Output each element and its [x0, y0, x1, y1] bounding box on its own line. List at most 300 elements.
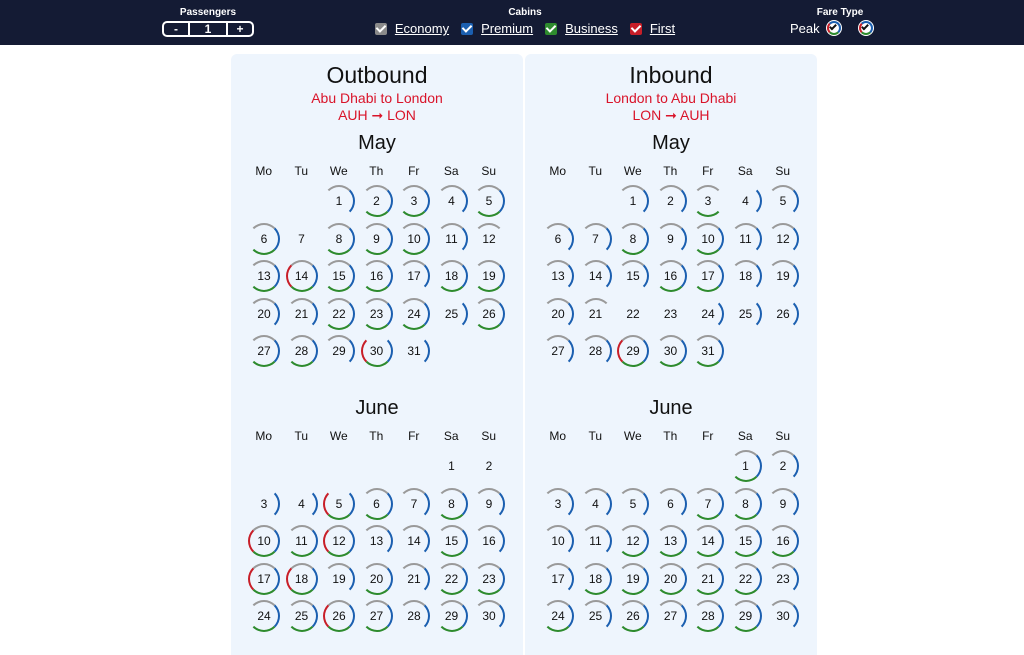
calendar-day[interactable]: [283, 257, 321, 295]
calendar-day[interactable]: [283, 332, 321, 370]
calendar-day[interactable]: [614, 560, 652, 598]
day-number: 21: [294, 306, 309, 321]
calendar-day[interactable]: [433, 485, 471, 523]
day-number: 3: [554, 496, 562, 511]
cabin-economy-toggle[interactable]: [375, 21, 449, 36]
calendar-day[interactable]: [764, 447, 802, 485]
weekday-label: Su: [775, 429, 791, 443]
month-name: May: [652, 132, 690, 154]
outbound-panel: [231, 54, 523, 655]
weekday-label: Tu: [294, 164, 309, 178]
calendar-day[interactable]: [395, 522, 433, 560]
calendar-day[interactable]: [614, 257, 652, 295]
weekday-header: [245, 160, 509, 182]
calendar-day[interactable]: [577, 522, 615, 560]
calendar-day[interactable]: [283, 220, 321, 258]
calendar-day[interactable]: [652, 560, 690, 598]
weekday-label: Tu: [294, 429, 309, 443]
checkbox-icon[interactable]: [375, 23, 387, 35]
day-number: 8: [742, 496, 749, 511]
day-number: 19: [776, 269, 790, 283]
checkbox-icon[interactable]: [630, 23, 642, 35]
day-number: 1: [629, 194, 637, 208]
calendar-day[interactable]: [652, 257, 690, 295]
calendar-day[interactable]: [320, 597, 358, 635]
day-number: 19: [626, 571, 640, 586]
cabin-label: First: [649, 21, 676, 36]
decrement-button[interactable]: -: [174, 22, 178, 36]
day-number: 31: [407, 344, 421, 358]
calendar-day[interactable]: [358, 295, 396, 333]
day-number: 5: [485, 194, 493, 208]
weekday-label: We: [623, 164, 642, 178]
day-number: 15: [332, 269, 346, 283]
day-number: 25: [444, 306, 459, 321]
offpeak-fare-icon[interactable]: [858, 20, 874, 36]
calendar-day[interactable]: [470, 220, 508, 258]
day-number: 16: [663, 269, 678, 283]
day-number: 10: [257, 534, 271, 548]
day-number: 4: [448, 194, 455, 208]
day-number: 6: [260, 231, 268, 246]
day-number: 20: [663, 571, 678, 586]
day-grid: [245, 447, 509, 635]
calendar-day[interactable]: [470, 522, 508, 560]
calendar-day[interactable]: [652, 295, 690, 333]
day-number: 29: [444, 609, 459, 623]
day-number: 18: [294, 571, 309, 586]
day-number: 29: [626, 344, 640, 358]
checkbox-icon[interactable]: [461, 23, 473, 35]
weekday-label: Su: [481, 429, 497, 443]
weekday-label: Mo: [549, 429, 567, 443]
weekday-label: Tu: [588, 429, 603, 443]
cabins-label: Cabins: [508, 7, 542, 18]
day-number: 7: [298, 231, 305, 246]
calendar-day[interactable]: [245, 295, 283, 333]
day-number: 26: [626, 609, 640, 623]
cabins-group: [380, 0, 676, 45]
calendar-day[interactable]: [470, 560, 508, 598]
day-number: 2: [373, 194, 380, 208]
calendar-day[interactable]: [689, 485, 727, 523]
day-number: 18: [444, 269, 459, 283]
calendar-day[interactable]: [395, 332, 433, 370]
day-number: 17: [407, 269, 421, 283]
month-name: May: [358, 132, 396, 154]
peak-fare-icon[interactable]: [826, 20, 842, 36]
day-number: 19: [332, 571, 346, 586]
calendar-day[interactable]: [470, 182, 508, 220]
day-number: 2: [485, 459, 493, 473]
calendar-day[interactable]: [358, 597, 396, 635]
calendar-day[interactable]: [614, 295, 652, 333]
day-grid: [245, 182, 509, 370]
weekday-label: We: [329, 164, 348, 178]
calendar-day[interactable]: [689, 597, 727, 635]
day-number: 7: [704, 496, 712, 511]
calendar-day[interactable]: [689, 560, 727, 598]
day-number: 18: [738, 269, 753, 283]
inbound-route: London to Abu Dhabi: [605, 90, 737, 106]
calendar-day[interactable]: [320, 220, 358, 258]
day-number: 15: [626, 269, 640, 283]
day-number: 22: [332, 306, 346, 321]
outbound-month-june: [245, 397, 509, 635]
calendar-day[interactable]: [433, 447, 471, 485]
day-grid: [539, 182, 803, 370]
day-number: 29: [738, 609, 753, 623]
calendar-day[interactable]: [358, 220, 396, 258]
calendar-day[interactable]: [470, 257, 508, 295]
day-number: 20: [257, 306, 271, 321]
day-number: 12: [776, 231, 790, 246]
calendar-day[interactable]: [652, 220, 690, 258]
day-number: 4: [298, 496, 305, 511]
outbound-codes: AUH ➞ LON: [338, 107, 416, 123]
day-number: 11: [445, 231, 458, 246]
fare-type-value: Peak: [790, 20, 820, 36]
day-number: 10: [551, 534, 565, 548]
day-grid: [539, 447, 803, 635]
day-number: 9: [779, 496, 787, 511]
day-number: 1: [448, 459, 455, 473]
weekday-label: Th: [369, 164, 384, 178]
calendar-day[interactable]: [539, 485, 577, 523]
day-number: 3: [704, 194, 712, 208]
weekday-label: Fr: [408, 429, 420, 443]
calendar-day[interactable]: [433, 257, 471, 295]
calendar-day[interactable]: [470, 447, 508, 485]
cabin-first-toggle[interactable]: [630, 21, 675, 36]
calendar-day[interactable]: [727, 295, 765, 333]
day-number: 28: [294, 344, 309, 358]
day-number: 3: [260, 496, 268, 511]
calendar-day[interactable]: [727, 560, 765, 598]
calendar-day[interactable]: [433, 182, 471, 220]
day-number: 12: [482, 231, 496, 246]
day-number: 23: [369, 306, 384, 321]
weekday-label: Sa: [737, 429, 753, 443]
calendar-day[interactable]: [577, 332, 615, 370]
calendar-day[interactable]: [470, 597, 508, 635]
checkbox-icon[interactable]: [545, 23, 557, 35]
day-number: 8: [448, 496, 455, 511]
calendar-day[interactable]: [764, 560, 802, 598]
calendar-day[interactable]: [689, 332, 727, 370]
calendar-day[interactable]: [245, 220, 283, 258]
weekday-label: Fr: [408, 164, 420, 178]
calendar-day[interactable]: [245, 485, 283, 523]
calendar-day[interactable]: [652, 522, 690, 560]
day-number: 12: [626, 534, 640, 548]
day-number: 25: [588, 609, 603, 623]
day-number: 27: [663, 609, 678, 623]
weekday-header: [539, 425, 803, 447]
day-number: 27: [257, 344, 271, 358]
calendar-day[interactable]: [614, 522, 652, 560]
calendar-day[interactable]: [283, 522, 321, 560]
calendar-day[interactable]: [395, 220, 433, 258]
calendar-day[interactable]: [577, 485, 615, 523]
calendar-day[interactable]: [358, 182, 396, 220]
weekday-label: Th: [663, 164, 678, 178]
day-number: 24: [701, 306, 715, 321]
calendar-day[interactable]: [245, 597, 283, 635]
calendar-day[interactable]: [689, 220, 727, 258]
weekday-label: Su: [481, 164, 497, 178]
calendar-day[interactable]: [727, 597, 765, 635]
day-number: 24: [257, 609, 271, 623]
day-number: 5: [629, 496, 637, 511]
calendar-day[interactable]: [689, 295, 727, 333]
day-number: 30: [663, 344, 678, 358]
day-number: 26: [482, 306, 496, 321]
calendar-day[interactable]: [689, 257, 727, 295]
calendar-day[interactable]: [320, 560, 358, 598]
calendar-day[interactable]: [652, 182, 690, 220]
passengers-label: Passengers: [179, 7, 237, 18]
calendar-day[interactable]: [320, 485, 358, 523]
calendar-day[interactable]: [245, 560, 283, 598]
calendar-day[interactable]: [577, 220, 615, 258]
day-number: 28: [407, 609, 421, 623]
day-number: 22: [626, 306, 640, 321]
day-number: 11: [589, 534, 602, 548]
calendar-day[interactable]: [614, 485, 652, 523]
calendar-day[interactable]: [539, 560, 577, 598]
weekday-label: Fr: [702, 164, 714, 178]
passengers-group: [162, 0, 254, 45]
weekday-label: Tu: [588, 164, 603, 178]
day-number: 9: [373, 231, 380, 246]
calendar-day[interactable]: [320, 295, 358, 333]
calendar-day[interactable]: [433, 295, 471, 333]
day-number: 10: [407, 231, 421, 246]
calendar-day[interactable]: [358, 522, 396, 560]
calendar-day[interactable]: [614, 182, 652, 220]
day-number: 25: [738, 306, 753, 321]
weekday-label: We: [329, 429, 348, 443]
day-number: 22: [444, 571, 459, 586]
calendar-day[interactable]: [764, 257, 802, 295]
calendar-day[interactable]: [727, 522, 765, 560]
day-number: 22: [738, 571, 753, 586]
calendar-day[interactable]: [433, 522, 471, 560]
calendar-day[interactable]: [727, 220, 765, 258]
day-number: 10: [701, 231, 715, 246]
weekday-label: Th: [663, 429, 678, 443]
weekday-label: Su: [775, 164, 791, 178]
calendar-day[interactable]: [358, 485, 396, 523]
cabin-label: Premium: [481, 21, 534, 36]
calendar-day[interactable]: [358, 560, 396, 598]
weekday-header: [245, 425, 509, 447]
day-number: 14: [588, 269, 603, 283]
day-number: 26: [776, 306, 790, 321]
calendar-day[interactable]: [539, 332, 577, 370]
calendar-day[interactable]: [764, 295, 802, 333]
day-number: 13: [257, 269, 271, 283]
calendar-day[interactable]: [577, 257, 615, 295]
outbound-month-may: [245, 132, 509, 370]
day-number: 14: [294, 269, 309, 283]
weekday-label: We: [623, 429, 642, 443]
calendar-day[interactable]: [283, 485, 321, 523]
day-number: 3: [410, 194, 418, 208]
day-number: 11: [295, 534, 308, 548]
day-number: 8: [335, 231, 343, 246]
inbound-month-may: [539, 132, 803, 370]
calendar-day[interactable]: [727, 447, 765, 485]
calendar-day[interactable]: [727, 257, 765, 295]
day-number: 23: [776, 571, 790, 586]
day-number: 11: [739, 231, 752, 246]
day-number: 20: [369, 571, 384, 586]
cabin-label: Business: [565, 21, 618, 36]
calendar-day[interactable]: [652, 485, 690, 523]
day-number: 6: [554, 231, 562, 246]
day-number: 24: [551, 609, 565, 623]
calendar-day[interactable]: [577, 295, 615, 333]
calendar-day[interactable]: [652, 597, 690, 635]
day-number: 16: [369, 269, 384, 283]
calendar-day[interactable]: [764, 485, 802, 523]
weekday-label: Th: [369, 429, 384, 443]
cabin-label: Economy: [394, 21, 450, 36]
calendar-day[interactable]: [539, 220, 577, 258]
calendar-day[interactable]: [764, 220, 802, 258]
calendar-day[interactable]: [395, 182, 433, 220]
calendar-day[interactable]: [245, 257, 283, 295]
day-number: 13: [551, 269, 565, 283]
calendar-day[interactable]: [320, 332, 358, 370]
day-number: 7: [410, 496, 418, 511]
weekday-label: Sa: [443, 164, 459, 178]
day-number: 5: [779, 194, 787, 208]
weekday-label: Sa: [443, 429, 459, 443]
calendar-day[interactable]: [577, 597, 615, 635]
fare-type-group: [790, 0, 890, 45]
calendar-day[interactable]: [470, 295, 508, 333]
calendar-day[interactable]: [652, 332, 690, 370]
day-number: 31: [701, 344, 715, 358]
day-number: 23: [482, 571, 496, 586]
calendar-day[interactable]: [395, 597, 433, 635]
day-number: 14: [701, 534, 715, 548]
day-number: 4: [742, 194, 749, 208]
calendar-day[interactable]: [245, 522, 283, 560]
calendar-day[interactable]: [539, 522, 577, 560]
calendar-day[interactable]: [614, 597, 652, 635]
day-number: 9: [667, 231, 674, 246]
day-number: 2: [667, 194, 674, 208]
calendar-day[interactable]: [689, 182, 727, 220]
weekday-label: Fr: [702, 429, 714, 443]
calendar-day[interactable]: [283, 560, 321, 598]
calendar-day[interactable]: [395, 560, 433, 598]
month-name: June: [355, 397, 399, 419]
day-number: 17: [257, 571, 271, 586]
outbound-title: Outbound: [326, 62, 428, 88]
calendar-day[interactable]: [245, 332, 283, 370]
calendar-day[interactable]: [433, 560, 471, 598]
day-number: 26: [332, 609, 346, 623]
calendar-day[interactable]: [764, 522, 802, 560]
calendar-day[interactable]: [433, 220, 471, 258]
calendar-day[interactable]: [358, 332, 396, 370]
top-bar: [0, 0, 1024, 45]
passenger-stepper: [162, 21, 254, 37]
calendar-day[interactable]: [539, 257, 577, 295]
calendar-day[interactable]: [727, 182, 765, 220]
day-number: 21: [588, 306, 603, 321]
day-number: 17: [701, 269, 715, 283]
month-name: June: [649, 397, 693, 419]
day-number: 7: [592, 231, 599, 246]
day-number: 24: [407, 306, 421, 321]
day-number: 17: [551, 571, 565, 586]
calendar-day[interactable]: [320, 182, 358, 220]
day-number: 1: [335, 194, 343, 208]
calendar-day[interactable]: [395, 485, 433, 523]
day-number: 6: [667, 496, 674, 511]
day-number: 30: [482, 609, 496, 623]
calendar-day[interactable]: [577, 560, 615, 598]
calendar-day[interactable]: [395, 295, 433, 333]
calendar-day[interactable]: [470, 485, 508, 523]
calendar-day[interactable]: [320, 257, 358, 295]
day-number: 9: [485, 496, 493, 511]
cabin-premium-toggle[interactable]: [461, 21, 533, 36]
calendar-day[interactable]: [614, 332, 652, 370]
day-number: 1: [742, 459, 749, 473]
calendar-day[interactable]: [539, 295, 577, 333]
calendar-day[interactable]: [433, 597, 471, 635]
weekday-label: Mo: [255, 429, 273, 443]
day-number: 25: [294, 609, 309, 623]
calendar-day[interactable]: [358, 257, 396, 295]
day-number: 14: [407, 534, 421, 548]
cabin-business-toggle[interactable]: [545, 21, 618, 36]
outbound-route: Abu Dhabi to London: [311, 90, 443, 106]
calendar-day[interactable]: [727, 485, 765, 523]
increment-button[interactable]: +: [236, 22, 244, 36]
calendar-day[interactable]: [764, 597, 802, 635]
calendar-day[interactable]: [614, 220, 652, 258]
calendar-day[interactable]: [283, 295, 321, 333]
calendar-day[interactable]: [539, 597, 577, 635]
calendar-day[interactable]: [395, 257, 433, 295]
calendar-day[interactable]: [283, 597, 321, 635]
calendar-day[interactable]: [764, 182, 802, 220]
day-number: 18: [588, 571, 603, 586]
day-number: 19: [482, 269, 496, 283]
calendar-day[interactable]: [320, 522, 358, 560]
weekday-label: Sa: [737, 164, 753, 178]
day-number: 21: [407, 571, 421, 586]
weekday-label: Mo: [549, 164, 567, 178]
passenger-count: 1: [188, 23, 228, 35]
day-number: 16: [776, 534, 790, 548]
day-number: 15: [738, 534, 753, 548]
weekday-label: Mo: [255, 164, 273, 178]
day-number: 16: [482, 534, 496, 548]
day-number: 30: [776, 609, 790, 623]
calendar-day[interactable]: [689, 522, 727, 560]
day-number: 8: [629, 231, 637, 246]
day-number: 27: [369, 609, 384, 623]
